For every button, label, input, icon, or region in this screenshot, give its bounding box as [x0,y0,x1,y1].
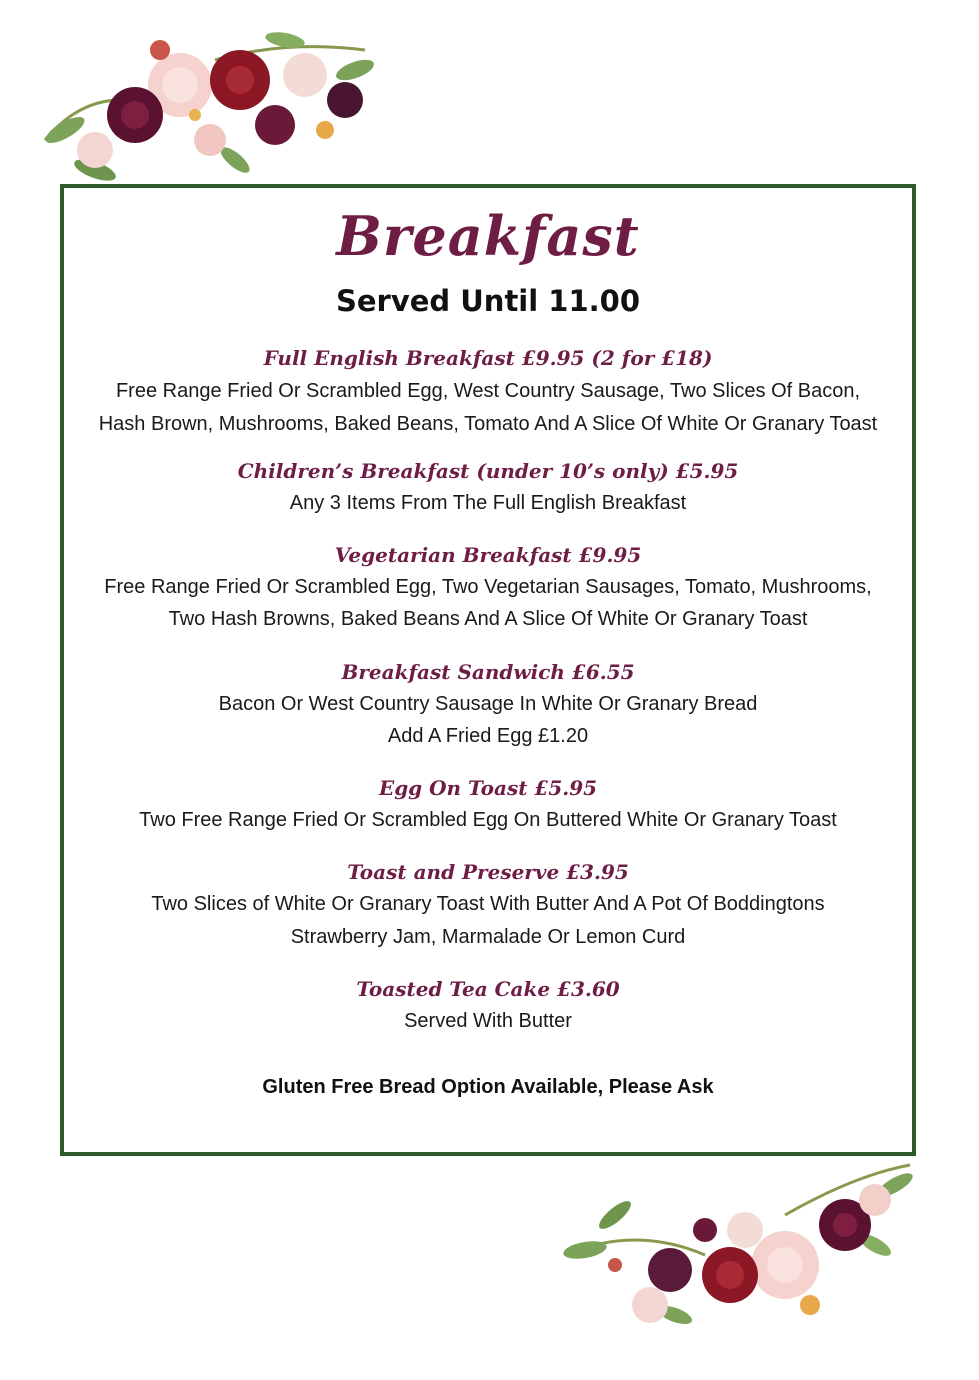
item-title-tea-cake: Toasted Tea Cake £3.60 [356,977,620,1001]
gluten-free-note: Gluten Free Bread Option Available, Please Ask [262,1076,714,1098]
item-title-childrens: Children’s Breakfast (under 10’s only) £5.95 [237,459,739,483]
item-title-vegetarian: Vegetarian Breakfast £9.95 [334,543,642,567]
floral-decoration-bottom [555,1155,925,1335]
menu-title: Breakfast [336,204,640,268]
item-title-sandwich: Breakfast Sandwich £6.55 [341,660,635,684]
item-line: Bacon Or West Country Sausage In White Or Granary Bread [218,693,758,715]
served-until-subtitle: Served Until 11.00 [335,284,641,318]
menu-frame [60,184,916,1156]
floral-decoration-top [35,20,405,195]
item-line: Two Free Range Fried Or Scrambled Egg On Buttered White Or Granary Toast [139,809,837,831]
item-line: Free Range Fried Or Scrambled Egg, West Country Sausage, Two Slices Of Bacon, [115,380,861,402]
item-line: Strawberry Jam, Marmalade Or Lemon Curd [290,926,686,948]
item-line: Two Slices of White Or Granary Toast With Butter And A Pot Of Boddingtons [151,893,825,915]
item-title-full-english: Full English Breakfast £9.95 (2 for £18) [263,346,713,370]
item-line: Any 3 Items From The Full English Breakfast [289,492,687,514]
item-line: Served With Butter [404,1010,572,1032]
item-line: Hash Brown, Mushrooms, Baked Beans, Tomato And A Slice Of White Or Granary Toast [98,413,878,435]
item-title-egg-on-toast: Egg On Toast £5.95 [378,776,598,800]
item-line: Add A Fried Egg £1.20 [387,725,589,747]
item-line: Two Hash Browns, Baked Beans And A Slice Of White Or Granary Toast [168,608,808,630]
item-line: Free Range Fried Or Scrambled Egg, Two Vegetarian Sausages, Tomato, Mushrooms, [104,576,872,598]
item-title-toast-preserve: Toast and Preserve £3.95 [347,860,629,884]
